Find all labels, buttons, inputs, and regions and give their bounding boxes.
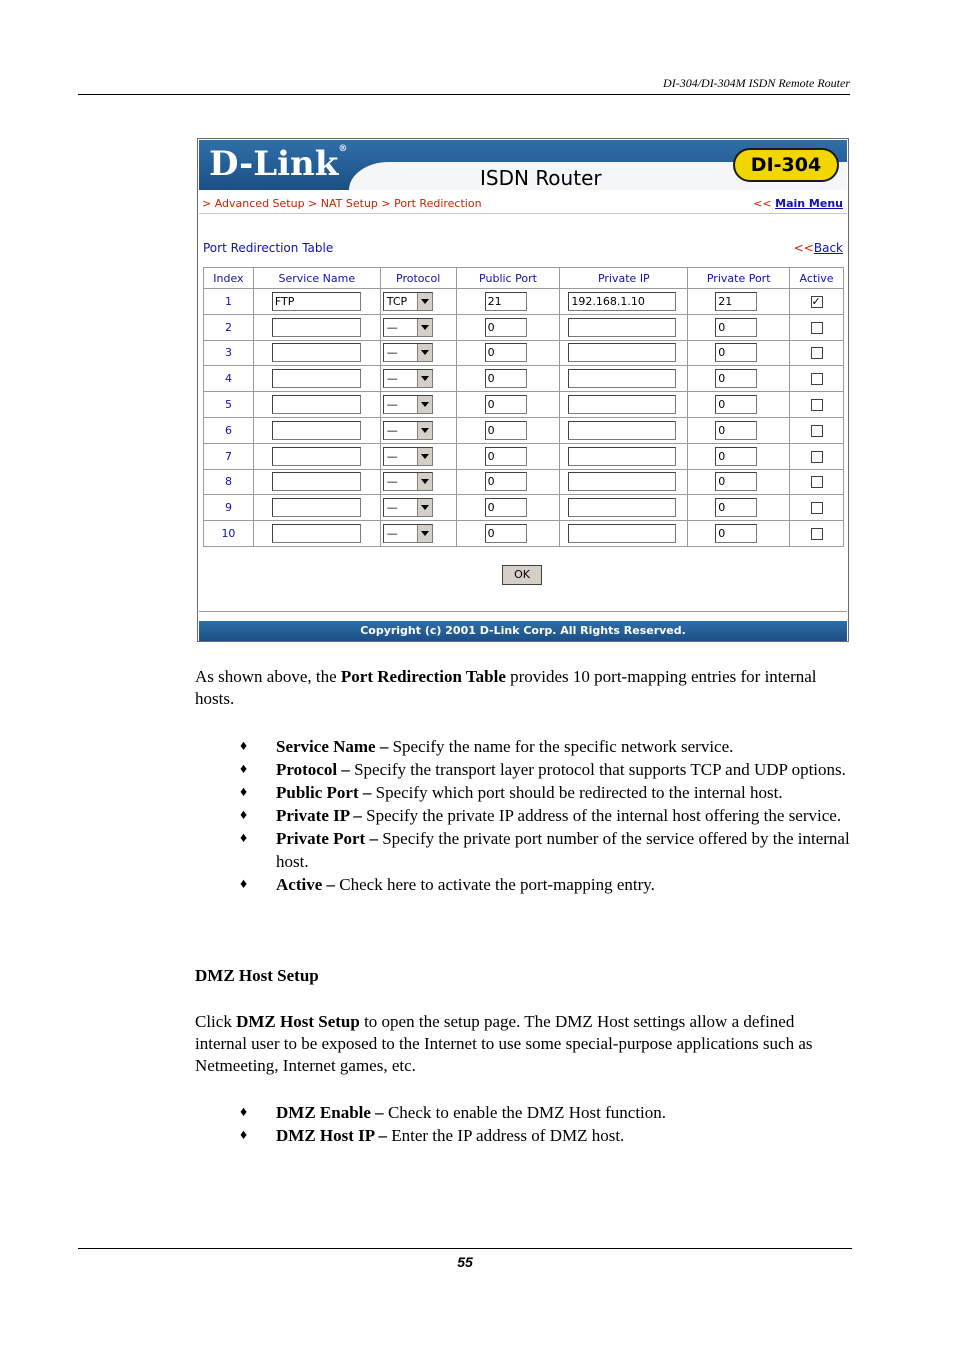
protocol-cell bbox=[380, 521, 456, 547]
table-body bbox=[204, 289, 844, 547]
private-port-cell bbox=[688, 392, 790, 418]
table-header-row bbox=[204, 268, 844, 289]
private-port-input[interactable]: 0 bbox=[715, 498, 757, 517]
private-port-cell bbox=[688, 417, 790, 443]
table-row bbox=[204, 469, 844, 495]
public-port-input[interactable]: 0 bbox=[485, 524, 527, 543]
nav-bar bbox=[199, 194, 847, 214]
bullet-item: ♦ Private Port – Specify the private port number of the service offered by the internal host. bbox=[240, 829, 850, 871]
private-port-input[interactable]: 0 bbox=[715, 472, 757, 491]
bullet-item: ♦ Public Port – Specify which port should be redirected to the internal host. bbox=[240, 783, 783, 802]
active-cell bbox=[790, 495, 844, 521]
private-ip-input[interactable] bbox=[568, 369, 676, 388]
private-ip-cell bbox=[560, 521, 688, 547]
protocol-select[interactable]: — bbox=[383, 498, 433, 517]
protocol-cell bbox=[380, 314, 456, 340]
row-index: 10 bbox=[204, 521, 254, 547]
active-checkbox[interactable] bbox=[811, 476, 823, 488]
active-cell bbox=[790, 469, 844, 495]
bullet-item: ♦ Private IP – Specify the private IP address of the internal host offering the service. bbox=[240, 806, 842, 825]
row-index: 2 bbox=[204, 314, 254, 340]
active-cell bbox=[790, 366, 844, 392]
public-port-cell bbox=[456, 417, 560, 443]
private-ip-cell bbox=[560, 314, 688, 340]
protocol-select[interactable]: TCP bbox=[383, 292, 433, 311]
diamond-bullet-icon: ♦ bbox=[240, 831, 248, 846]
row-index: 5 bbox=[204, 392, 254, 418]
service-name-cell bbox=[253, 469, 380, 495]
private-port-input[interactable]: 0 bbox=[715, 447, 757, 466]
banner bbox=[199, 140, 847, 190]
diamond-bullet-icon: ♦ bbox=[240, 785, 248, 800]
main-menu-link[interactable]: << Main Menu bbox=[753, 197, 843, 210]
diamond-bullet-icon: ♦ bbox=[240, 739, 248, 754]
active-cell bbox=[790, 443, 844, 469]
private-port-cell bbox=[688, 340, 790, 366]
active-cell bbox=[790, 314, 844, 340]
service-name-cell bbox=[253, 521, 380, 547]
public-port-input[interactable]: 0 bbox=[485, 498, 527, 517]
public-port-input[interactable]: 0 bbox=[485, 318, 527, 337]
dropdown-arrow-icon[interactable] bbox=[417, 293, 432, 310]
bullet-item: ♦ DMZ Host IP – Enter the IP address of DMZ host. bbox=[240, 1126, 625, 1145]
router-screenshot bbox=[197, 138, 849, 642]
private-port-input[interactable]: 0 bbox=[715, 343, 757, 362]
service-name-input[interactable] bbox=[272, 318, 361, 337]
table-row bbox=[204, 417, 844, 443]
diamond-bullet-icon: ♦ bbox=[240, 877, 248, 892]
service-name-input[interactable] bbox=[272, 343, 361, 362]
public-port-input[interactable]: 0 bbox=[485, 395, 527, 414]
table-row bbox=[204, 340, 844, 366]
public-port-cell bbox=[456, 289, 560, 315]
table-row bbox=[204, 521, 844, 547]
private-ip-input[interactable] bbox=[568, 524, 676, 543]
private-ip-input[interactable] bbox=[568, 498, 676, 517]
col-public-port: Public Port bbox=[456, 268, 560, 289]
active-checkbox[interactable] bbox=[811, 322, 823, 334]
protocol-select[interactable]: — bbox=[383, 343, 433, 362]
table-row bbox=[204, 289, 844, 315]
row-index: 8 bbox=[204, 469, 254, 495]
dlink-logo: D-Link® bbox=[209, 144, 348, 184]
bullet-item: ♦ Protocol – Specify the transport layer protocol that supports TCP and UDP options. bbox=[240, 760, 846, 779]
private-port-cell bbox=[688, 314, 790, 340]
active-cell bbox=[790, 340, 844, 366]
bullet-item: ♦ Service Name – Specify the name for the specific network service. bbox=[240, 737, 734, 756]
protocol-cell bbox=[380, 340, 456, 366]
dropdown-arrow-icon[interactable] bbox=[417, 319, 432, 336]
private-ip-cell bbox=[560, 495, 688, 521]
private-ip-input[interactable] bbox=[568, 343, 676, 362]
running-header: DI-304/DI-304M ISDN Remote Router bbox=[663, 76, 850, 90]
row-index: 7 bbox=[204, 443, 254, 469]
protocol-cell bbox=[380, 366, 456, 392]
private-ip-input[interactable] bbox=[568, 318, 676, 337]
public-port-input[interactable]: 0 bbox=[485, 369, 527, 388]
private-ip-input[interactable] bbox=[568, 447, 676, 466]
service-name-cell bbox=[253, 340, 380, 366]
diamond-bullet-icon: ♦ bbox=[240, 808, 248, 823]
row-index: 6 bbox=[204, 417, 254, 443]
dropdown-arrow-icon[interactable] bbox=[417, 370, 432, 387]
public-port-input[interactable]: 0 bbox=[485, 421, 527, 440]
private-ip-cell bbox=[560, 443, 688, 469]
public-port-input[interactable]: 21 bbox=[485, 292, 527, 311]
product-title: ISDN Router bbox=[480, 166, 602, 190]
private-port-cell bbox=[688, 443, 790, 469]
active-checkbox[interactable] bbox=[811, 347, 823, 359]
breadcrumb[interactable]: > Advanced Setup > NAT Setup > Port Redirection bbox=[202, 197, 482, 210]
service-name-input[interactable] bbox=[272, 369, 361, 388]
service-name-input[interactable] bbox=[272, 472, 361, 491]
port-redirection-table bbox=[203, 267, 844, 547]
private-ip-input[interactable] bbox=[568, 472, 676, 491]
dropdown-arrow-icon[interactable] bbox=[417, 448, 432, 465]
double-chevron-left-icon: << bbox=[753, 197, 772, 210]
public-port-cell bbox=[456, 469, 560, 495]
protocol-cell bbox=[380, 289, 456, 315]
protocol-cell bbox=[380, 392, 456, 418]
protocol-select[interactable]: — bbox=[383, 318, 433, 337]
service-name-input[interactable] bbox=[272, 498, 361, 517]
service-name-cell bbox=[253, 495, 380, 521]
private-port-cell bbox=[688, 289, 790, 315]
private-ip-cell bbox=[560, 340, 688, 366]
table-row bbox=[204, 366, 844, 392]
public-port-cell bbox=[456, 340, 560, 366]
protocol-select[interactable]: — bbox=[383, 447, 433, 466]
public-port-cell bbox=[456, 495, 560, 521]
active-checkbox[interactable] bbox=[811, 502, 823, 514]
active-checkbox[interactable] bbox=[811, 399, 823, 411]
dropdown-arrow-icon[interactable] bbox=[417, 396, 432, 413]
private-ip-cell bbox=[560, 417, 688, 443]
back-link[interactable]: <<Back bbox=[793, 241, 843, 255]
active-cell bbox=[790, 289, 844, 315]
page-number: 55 bbox=[457, 1254, 473, 1270]
dropdown-arrow-icon[interactable] bbox=[417, 422, 432, 439]
private-port-cell bbox=[688, 495, 790, 521]
service-name-input[interactable] bbox=[272, 447, 361, 466]
public-port-cell bbox=[456, 392, 560, 418]
active-checkbox[interactable] bbox=[811, 373, 823, 385]
service-name-cell bbox=[253, 366, 380, 392]
footer-rule bbox=[78, 1248, 852, 1249]
active-cell bbox=[790, 521, 844, 547]
dmz-field-list bbox=[240, 1101, 860, 1147]
table-title: Port Redirection Table bbox=[203, 241, 334, 255]
public-port-cell bbox=[456, 521, 560, 547]
protocol-cell bbox=[380, 469, 456, 495]
ok-button[interactable]: OK bbox=[502, 565, 542, 585]
service-name-input[interactable] bbox=[272, 395, 361, 414]
public-port-input[interactable]: 0 bbox=[485, 343, 527, 362]
dropdown-arrow-icon[interactable] bbox=[417, 344, 432, 361]
service-name-input[interactable] bbox=[272, 421, 361, 440]
protocol-cell bbox=[380, 443, 456, 469]
public-port-input[interactable]: 0 bbox=[485, 472, 527, 491]
service-name-cell bbox=[253, 392, 380, 418]
dropdown-arrow-icon[interactable] bbox=[417, 473, 432, 490]
protocol-select[interactable]: — bbox=[383, 524, 433, 543]
private-port-input[interactable]: 0 bbox=[715, 395, 757, 414]
row-index: 3 bbox=[204, 340, 254, 366]
dropdown-arrow-icon[interactable] bbox=[417, 499, 432, 516]
active-checkbox[interactable] bbox=[811, 425, 823, 437]
public-port-cell bbox=[456, 443, 560, 469]
private-port-input[interactable]: 0 bbox=[715, 524, 757, 543]
diamond-bullet-icon: ♦ bbox=[240, 1105, 248, 1120]
bullet-item: ♦ Active – Check here to activate the port-mapping entry. bbox=[240, 875, 655, 894]
row-index: 9 bbox=[204, 495, 254, 521]
service-name-cell bbox=[253, 443, 380, 469]
active-cell bbox=[790, 417, 844, 443]
private-ip-cell bbox=[560, 469, 688, 495]
protocol-select[interactable]: — bbox=[383, 395, 433, 414]
dmz-paragraph: Click DMZ Host Setup to open the setup page. The DMZ Host settings allow a defined internal user to be exposed to the Internet to use some special-purpose applications such as Netmeeting, Internet games, etc. bbox=[195, 1012, 813, 1075]
field-list bbox=[240, 735, 860, 896]
private-ip-input[interactable] bbox=[568, 395, 676, 414]
public-port-cell bbox=[456, 314, 560, 340]
diamond-bullet-icon: ♦ bbox=[240, 1128, 248, 1143]
row-index: 4 bbox=[204, 366, 254, 392]
table-row bbox=[204, 495, 844, 521]
service-name-cell bbox=[253, 289, 380, 315]
private-ip-input[interactable] bbox=[568, 421, 676, 440]
private-port-input[interactable]: 0 bbox=[715, 421, 757, 440]
private-ip-cell bbox=[560, 366, 688, 392]
service-name-input[interactable] bbox=[272, 524, 361, 543]
private-port-cell bbox=[688, 521, 790, 547]
private-port-input[interactable]: 21 bbox=[715, 292, 757, 311]
bullet-item: ♦ DMZ Enable – Check to enable the DMZ Host function. bbox=[240, 1103, 667, 1122]
private-ip-cell bbox=[560, 392, 688, 418]
private-ip-cell bbox=[560, 289, 688, 315]
private-port-input[interactable]: 0 bbox=[715, 369, 757, 388]
service-name-cell bbox=[253, 314, 380, 340]
col-private-port: Private Port bbox=[688, 268, 790, 289]
protocol-select[interactable]: — bbox=[383, 421, 433, 440]
protocol-cell bbox=[380, 495, 456, 521]
private-port-cell bbox=[688, 469, 790, 495]
active-checkbox[interactable] bbox=[811, 451, 823, 463]
double-chevron-left-icon: << bbox=[793, 241, 814, 255]
table-row bbox=[204, 443, 844, 469]
protocol-cell bbox=[380, 417, 456, 443]
dropdown-arrow-icon[interactable] bbox=[417, 525, 432, 542]
col-index: Index bbox=[204, 268, 254, 289]
table-row bbox=[204, 392, 844, 418]
protocol-select[interactable]: — bbox=[383, 369, 433, 388]
protocol-select[interactable]: — bbox=[383, 472, 433, 491]
col-active: Active bbox=[790, 268, 844, 289]
private-port-input[interactable]: 0 bbox=[715, 318, 757, 337]
row-index: 1 bbox=[204, 289, 254, 315]
copyright-bar: Copyright (c) 2001 D-Link Corp. All Rights Reserved. bbox=[199, 621, 847, 641]
private-port-cell bbox=[688, 366, 790, 392]
col-service-name: Service Name bbox=[253, 268, 380, 289]
footer-separator bbox=[199, 611, 847, 612]
dmz-heading: DMZ Host Setup bbox=[195, 966, 319, 985]
active-checkbox[interactable] bbox=[811, 296, 823, 308]
public-port-cell bbox=[456, 366, 560, 392]
intro-paragraph: As shown above, the Port Redirection Table provides 10 port-mapping entries for internal hosts. bbox=[195, 667, 817, 708]
diamond-bullet-icon: ♦ bbox=[240, 762, 248, 777]
service-name-input[interactable]: FTP bbox=[272, 292, 361, 311]
col-protocol: Protocol bbox=[380, 268, 456, 289]
active-cell bbox=[790, 392, 844, 418]
col-private-ip: Private IP bbox=[560, 268, 688, 289]
header-rule bbox=[78, 94, 850, 95]
private-ip-input[interactable]: 192.168.1.10 bbox=[568, 292, 676, 311]
model-badge: DI-304 bbox=[733, 148, 839, 182]
active-checkbox[interactable] bbox=[811, 528, 823, 540]
service-name-cell bbox=[253, 417, 380, 443]
public-port-input[interactable]: 0 bbox=[485, 447, 527, 466]
table-row bbox=[204, 314, 844, 340]
